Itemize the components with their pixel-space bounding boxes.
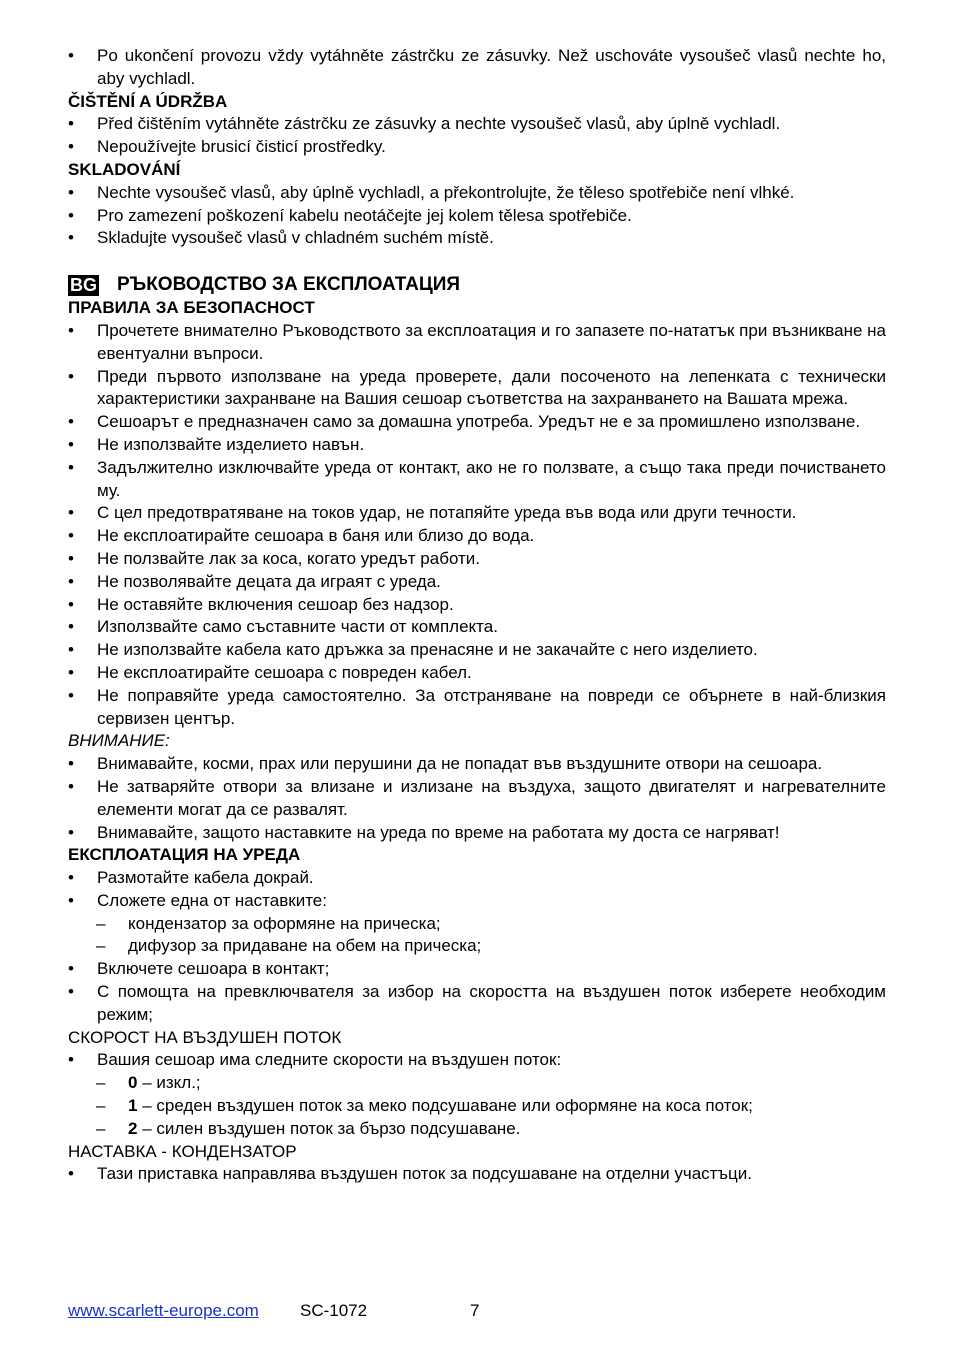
list-item: • Сложете една от наставките: xyxy=(68,890,886,913)
bullet-icon: • xyxy=(68,1050,74,1070)
list-item: • Skladujte vysoušeč vlasů v chladném suchém místě. xyxy=(68,227,886,250)
list-item: • Nepoužívejte brusicí čisticí prostředky. xyxy=(68,136,886,159)
speed-number: 1 xyxy=(128,1096,138,1116)
bullet-icon: • xyxy=(68,366,74,386)
bullet-icon: • xyxy=(68,320,74,340)
dash-icon: – xyxy=(96,1118,106,1138)
website-link[interactable]: www.scarlett-europe.com xyxy=(68,1301,259,1320)
bullet-icon: • xyxy=(68,754,74,774)
bullet-icon: • xyxy=(68,228,74,248)
bullet-icon: • xyxy=(68,526,74,546)
list-item: • Тази приставка направлява въздушен поток за подсушаване на отделни участъци. xyxy=(68,1163,886,1186)
bullet-icon: • xyxy=(68,617,74,637)
list-item: • Използвайте само съставните части от комплекта. xyxy=(68,616,886,639)
bullet-icon: • xyxy=(68,776,74,796)
list-item: • Включете сешоара в контакт; xyxy=(68,958,886,981)
bullet-icon: • xyxy=(68,571,74,591)
list-item: • С помощта на превключвателя за избор на скоростта на въздушен поток изберете необходим режим; xyxy=(68,982,886,1024)
list-item: • Размотайте кабела докрай. xyxy=(68,867,886,890)
bullet-icon: • xyxy=(68,662,74,682)
bullet-icon: • xyxy=(68,137,74,157)
list-item: • Внимавайте, защото наставките на уреда по време на работата му доста се нагряват! xyxy=(68,822,886,845)
dash-icon: – xyxy=(96,1073,106,1093)
dash-icon: – xyxy=(96,1096,106,1116)
bullet-icon: • xyxy=(68,182,74,202)
speed-heading: СКОРОСТ НА ВЪЗДУШЕН ПОТОК xyxy=(68,1027,342,1047)
bullet-icon: • xyxy=(68,594,74,614)
model-number: SC-1072 xyxy=(300,1301,368,1320)
list-item: • Не експлоатирайте сешоара в баня или близо до вода. xyxy=(68,525,886,548)
list-item: • Задължително изключвайте уреда от контакт, ако не го ползвате, а също така преди почистването му. xyxy=(68,457,886,500)
section-heading-cleaning: ČIŠTĚNÍ A ÚDRŽBA xyxy=(68,91,228,111)
list-item: • Не използвайте кабела като дръжка за пренасяне и не закачайте с него изделието. xyxy=(68,639,886,662)
document-page xyxy=(68,45,886,1186)
section-heading-safety: ПРАВИЛА ЗА БЕЗОПАСНОСТ xyxy=(68,298,315,318)
bullet-icon: • xyxy=(68,868,74,888)
bullet-icon: • xyxy=(68,46,74,65)
nozzle-heading: НАСТАВКА - КОНДЕНЗАТОР xyxy=(68,1141,297,1161)
section-heading-storage: SKLADOVÁNÍ xyxy=(68,159,181,179)
bg-section-title xyxy=(68,273,886,297)
list-item: • Po ukončení provozu vždy vytáhněte zástrčku ze zásuvky. Než uschováte vysoušeč vlasů nechte ho, aby vychladl. xyxy=(68,46,886,88)
attention-label: ВНИМАНИЕ: xyxy=(68,731,170,751)
page-footer xyxy=(68,1300,886,1322)
speed-item: – 1 – среден въздушен поток за меко подсушаване или оформяне на коса поток; xyxy=(68,1095,886,1118)
list-item: • Не позволявайте децата да играят с уреда. xyxy=(68,571,886,594)
list-item: • Před čištěním vytáhněte zástrčku ze zásuvky a nechte vysoušeč vlasů, aby úplně vychladl. xyxy=(68,113,886,136)
sub-list-item: – кондензатор за оформяне на прическа; xyxy=(68,913,886,936)
sub-list-item: – дифузор за придаване на обем на прическа; xyxy=(68,935,886,958)
bullet-icon: • xyxy=(68,685,74,705)
bullet-icon: • xyxy=(68,114,74,134)
list-item: • Не поправяйте уреда самостоятелно. За отстраняване на повреди се обърнете в най-близкия сервизен център. xyxy=(68,685,886,728)
list-item: • Nechte vysoušeč vlasů, aby úplně vychladl, a překontrolujte, že těleso spotřebiče není vlhké. xyxy=(68,182,886,205)
list-item: • С цел предотвратяване на токов удар, не потапяйте уреда във вода или други течности. xyxy=(68,502,886,525)
list-item: • Не ползвайте лак за коса, когато уредът работи. xyxy=(68,548,886,571)
bullet-icon: • xyxy=(68,822,74,842)
bullet-icon: • xyxy=(68,434,74,454)
bullet-icon: • xyxy=(68,412,74,432)
page-title: РЪКОВОДСТВО ЗА ЕКСПЛОАТАЦИЯ xyxy=(117,274,461,296)
bullet-icon: • xyxy=(68,457,74,477)
section-heading-operation: ЕКСПЛОАТАЦИЯ НА УРЕДА xyxy=(68,845,301,865)
bullet-icon: • xyxy=(68,890,74,910)
list-item: • Преди първото използване на уреда проверете, дали посоченото на лепенката с технически характеристики захранване на Вашия сешоар съответства на захранването на Вашата мрежа. xyxy=(68,366,886,409)
bullet-icon: • xyxy=(68,959,74,979)
list-item: • Сешоарът е предназначен само за домашна употреба. Уредът не е за промишлено използване. xyxy=(68,411,886,434)
bullet-icon: • xyxy=(68,1164,74,1184)
speed-number: 0 xyxy=(128,1073,138,1093)
list-item: • Не затваряйте отвори за влизане и излизане на въздуха, защото двигателят и нагревателните елементи могат да се развалят. xyxy=(68,776,886,819)
speed-item: – 2 – силен въздушен поток за бързо подсушаване. xyxy=(68,1118,886,1141)
list-item: • Не експлоатирайте сешоара с повреден кабел. xyxy=(68,662,886,685)
bullet-icon: • xyxy=(68,205,74,225)
bullet-icon: • xyxy=(68,548,74,568)
list-item: • Pro zamezení poškození kabelu neotáčejte jej kolem tělesa spotřebiče. xyxy=(68,205,886,228)
bullet-icon: • xyxy=(68,503,74,523)
list-item: • Вашия сешоар има следните скорости на въздушен поток: xyxy=(68,1049,886,1072)
bullet-icon: • xyxy=(68,982,74,1002)
list-item: • Прочетете внимателно Ръководството за експлоатация и го запазете по-нататък при възникване на евентуални въпроси. xyxy=(68,320,886,363)
dash-icon: – xyxy=(96,913,106,933)
list-item: • Не оставяйте включения сешоар без надзор. xyxy=(68,594,886,617)
list-item: • Не използвайте изделието навън. xyxy=(68,434,886,457)
bullet-icon: • xyxy=(68,640,74,660)
dash-icon: – xyxy=(96,936,106,956)
speed-number: 2 xyxy=(128,1118,138,1138)
list-item: • Внимавайте, косми, прах или перушини да не попадат във въздушните отвори на сешоара. xyxy=(68,753,886,776)
speed-item: – 0 – изкл.; xyxy=(68,1072,886,1095)
language-badge: BG xyxy=(70,274,97,295)
page-number: 7 xyxy=(470,1301,480,1320)
